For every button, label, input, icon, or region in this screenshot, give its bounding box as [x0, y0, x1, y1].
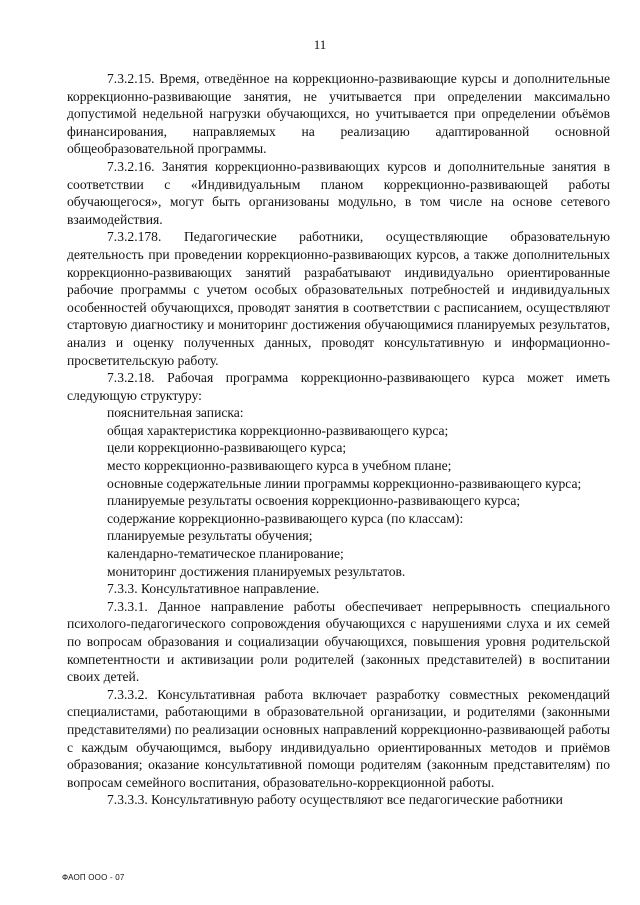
page-number: 11: [313, 37, 327, 52]
list-item: планируемые результаты освоения коррекционно-развивающего курса;: [107, 493, 521, 509]
list-item: место коррекционно-развивающего курса в учебном плане;: [107, 458, 452, 474]
document-body: [67, 70, 610, 809]
paragraph-7-3-2-15: 7.3.2.15. Время, отведённое на коррекционно-развивающие курсы и дополнительные коррекционно-развивающие занятия, не учитывается при определении максимально допустимой недельной нагрузки обучающихся, но учитывается при определении объёмов финансирования, направляемых на реализацию адаптированной основной общеобразовательной программы.: [67, 71, 610, 157]
paragraph-7-3-2-178: 7.3.2.178. Педагогические работники, осуществляющие образовательную деятельность при проведении коррекционно-развивающих курсов, а также дополнительных коррекционно-развивающих занятий разрабатывают индивидуально ориентированные рабочие программы с учетом особых образовательных потребностей и индивидуальных особенностей обучающихся, проводят занятия в соответствии с расписанием, осуществляют стартовую диагностику и мониторинг достижения обучающимися планируемых результатов, анализ и оценку полученных данных, проводят консультативную и информационно-просветительскую работу.: [67, 229, 610, 368]
paragraph-7-3-2-16: 7.3.2.16. Занятия коррекционно-развивающих курсов и дополнительные занятия в соответствии с «Индивидуальным планом коррекционно-развивающей работы обучающегося», могут быть организованы модульно, в том числе на основе сетевого взаимодействия.: [67, 158, 610, 227]
list-item: пояснительная записка:: [107, 405, 244, 421]
paragraph-7-3-3-1: 7.3.3.1. Данное направление работы обеспечивает непрерывность специального психолого-педагогического сопровождения обучающихся с нарушениями слуха и их семей по вопросам образования и социализации обучающихся, повышения уровня родительской компетентности и активизации роли родителей (законных представителей) в воспитании своих детей.: [67, 598, 610, 685]
list-item: содержание коррекционно-развивающего курса (по классам):: [107, 510, 464, 526]
list-item: основные содержательные линии программы коррекционно-развивающего курса;: [107, 475, 582, 491]
section-heading-7-3-3: 7.3.3. Консультативное направление.: [107, 581, 320, 597]
list-item: календарно-тематическое планирование;: [107, 546, 344, 562]
list-item: планируемые результаты обучения;: [107, 528, 313, 544]
list-item: мониторинг достижения планируемых результатов.: [107, 563, 406, 579]
list-item: цели коррекционно-развивающего курса;: [107, 440, 347, 456]
paragraph-7-3-2-18: 7.3.2.18. Рабочая программа коррекционно-развивающего курса может иметь следующую структуру:: [67, 370, 610, 403]
paragraph-7-3-3-3: 7.3.3.3. Консультативную работу осуществляют все педагогические работники: [107, 792, 563, 808]
list-item: общая характеристика коррекционно-развивающего курса;: [107, 422, 449, 438]
paragraph-7-3-3-2: 7.3.3.2. Консультативная работа включает разработку совместных рекомендаций специалистами, работающими в образовательной организации, и родителями (законными представителями) по реализации основных направлений коррекционно-развивающей работы с каждым обучающимся, выбору индивидуально ориентированных методов и приёмов образования; оказание консультативной помощи родителям (законным представителям) по вопросам семейного воспитания, образовательно-коррекционной работы.: [67, 686, 610, 790]
document-footer-code: ФАОП ООО - 07: [62, 873, 125, 882]
